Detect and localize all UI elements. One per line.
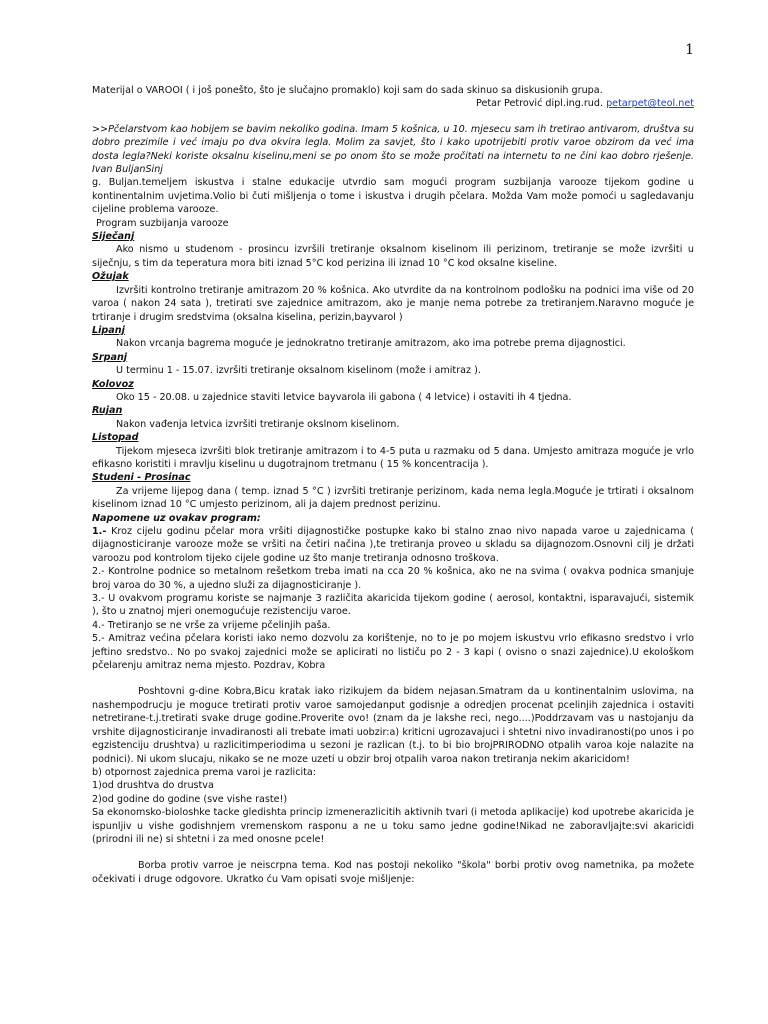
- note-number: 1.-: [92, 526, 107, 537]
- month-text: Ako nismo u studenom - prosincu izvršili tretiranje oksalnom kiselinom ili perizinom, tretiranje se može izvršiti u siječnju, s tim da teperatura mora biti iznad 5°C kod perizina ili iznad 10 °C kod oksalne kiseline.: [92, 244, 694, 269]
- notes-title: Napomene uz ovakav program:: [92, 512, 261, 524]
- author-line: [92, 97, 694, 110]
- note-text: U ovakvom programu koriste se najmanje 3 različita akaricida tijekom godine ( aerosol, kontaktni, isparavajući, sistemik ), što u znatnoj mjeri onemogućuje rezistenciju varoe.: [92, 593, 694, 618]
- month-lipanj: [92, 324, 694, 351]
- reply-conclusion: Sa ekonomsko-bioloshke tacke gledishta princip izmenerazlicitih aktivnih tvari (i metoda aplikacije) kod upotrebe akaricida je ispunljiv u vishe godishnjem vremenskom rasponu a ne u toku samo jedne godine!Nikad ne zaboravljajte:svi akaricidi (prirodni ili ne) si shtetni i za med onosne pcele!: [92, 807, 694, 845]
- intro-line: Materijal o VAROOI ( i još ponešto, što je slučajno promaklo) koji sam do sada skinuo sa diskusionih grupa.: [92, 85, 603, 96]
- month-kolovoz: [92, 378, 694, 405]
- note-text: Amitraz većina pčelara koristi iako nemo dozvolu za korištenje, no to je po mojem iskustvu vrlo efikasno sredstvo i vrlo jeftino sredstvo.. No po svakoj zajednici može se aplicirati no lističu po 2 - 3 kapi ( ovisno o snazi zajednice).U ekološkom pčelarenju amitraz nema mjesto. Pozdrav, Kobra: [92, 633, 694, 672]
- month-ožujak: [92, 270, 694, 324]
- note-item: [92, 592, 694, 619]
- closing-paragraph: Borba protiv varroe je neiscrpna tema. Kod nas postoji nekoliko "škola" borbi protiv ovog nametnika, pa možete očekivati i druge odgovore. Ukratko ću Vam opisati svoje mišljenje:: [92, 860, 694, 885]
- month-heading: Listopad: [92, 432, 139, 444]
- month-heading: Studeni - Prosinac: [92, 472, 191, 484]
- page-number: 1: [685, 42, 694, 58]
- program-title: Program suzbijanja varooze: [96, 217, 229, 229]
- month-heading: Ožujak: [92, 271, 129, 283]
- note-text: Kroz cijelu godinu pčelar mora vršiti dijagnostičke postupke kako bi stalno znao nivo napada varoe u zajednicama ( dijagnosticiranje varooze može se vršiti na četiri načina ),te tretiranja proveo u skladu sa dijagnozom.Osnovni cilj je držati varoozu pod kontrolom tijeko cijele godine uz što manje tretiranja odnosno troškova.: [92, 526, 694, 564]
- month-heading: Siječanj: [92, 231, 135, 243]
- month-text: Nakon vađenja letvica izvršiti tretiranje okslnom kiselinom.: [116, 418, 400, 430]
- note-number: 3.-: [92, 593, 105, 605]
- reply-paragraph: Poshtovni g-dine Kobra,Bicu kratak iako rizikujem da bidem nejasan.Smatram da u kontinentalnim uslovima, na nashempodrucju je moguce tretirati protiv varoe samojedanput godisnje a odredjen procenat pcelinjih zajednica i ostaviti netretirane-t.j.tretirati svake druge godine.Proverite ovo! (znam da je lakshe reci, nego....)Poddrzavam vas u nastojanju da vrshite dijagnosticiranje invadiranosti ali trebate imati uobzir:a) kriticni ugrozavajuci i shtetni nivo invadiranosti(po unos i po egzistenciju drushtva) u razlicitimperiodima u sezoni je razlican (t.j. to bi bio brojPRIRODNO otpalih varoa koje nalazite na podnici). Ni ukom slucaju, nikako se ne moze uzeti u obzir broj otpalih varoa nakon tretiranja nekim akaricidom!: [92, 686, 694, 765]
- month-text: U terminu 1 - 15.07. izvršiti tretiranje oksalnom kiselinom (može i amitraz ).: [116, 365, 481, 377]
- month-text: Oko 15 - 20.08. u zajednice staviti letvice bayvarola ili gabona ( 4 letvice) i ostaviti ih 4 tjedna.: [116, 391, 572, 403]
- note-number: 4.-: [92, 619, 105, 631]
- author-name: Petar Petrović dipl.ing.rud.: [476, 98, 604, 110]
- document-body: [92, 84, 694, 886]
- answer-intro: g. Buljan.temeljem iskustva i stalne edukacije utvrdio sam mogući program suzbijanja varooze tijekom godine u kontinentalnim uvjetima.Volio bi čuti mišljenja o tome i iskustva i drugih pčelara. Možda Vam može pomoći u sagledavanju cijeline problema varooze.: [92, 177, 694, 216]
- month-rujan: [92, 404, 694, 431]
- month-studeni-prosinac: [92, 471, 694, 511]
- note-item: [92, 619, 694, 632]
- note-item: [92, 632, 694, 672]
- note-text: Kontrolne podnice so metalnom rešetkom treba imati na cca 20 % košnica, ako ne na svima ( ovakva podnica smanjuje broj varoa do 30 %, a ujedno služi za dijagnosticiranje ).: [92, 566, 694, 591]
- month-text: Tijekom mjeseca izvršiti blok tretiranje amitrazom i to 4-5 puta u razmaku od 5 dana. Umjesto amitraza moguće je vrlo efikasno koristiti i mravlju kiselinu u dugotrajnom tretmanu ( 15 % koncentracija ).: [92, 445, 694, 470]
- month-heading: Lipanj: [92, 324, 125, 336]
- month-siječanj: [92, 230, 694, 270]
- reply-point-1: 1)od drushtva do drustva: [92, 780, 214, 792]
- note-number: 5.-: [92, 633, 105, 645]
- note-item: [92, 525, 694, 565]
- reply-point-2: 2)od godine do godine (sve vishe raste!): [92, 793, 288, 805]
- forum-question: >>Pčelarstvom kao hobijem se bavim nekoliko godina. Imam 5 košnica, u 10. mjesecu sam ih tretirao antivarom, društva su dobro prezimile i već imaju po dva okvira legla. Molim za savjet, što i kako upotrijebiti protiv varoe obzirom da već ima dosta legla?Neki koriste oksalnu kiselinu,meni se po onom što se može pročitati na internetu to ne čini kao dobro rješenje. Ivan BuljanSinj: [92, 123, 694, 176]
- month-text: Za vrijeme lijepog dana ( temp. iznad 5 °C ) izvršiti tretiranje perizinom, kada nema legla.Moguće je trtirati i oksalnom kiselinom iznad 10 °C umjesto perizinom, ali ja dajem prednost perizinu.: [92, 485, 694, 511]
- month-heading: Rujan: [92, 405, 123, 417]
- note-text: Tretiranjo se ne vrše za vrijeme pčelinjih paša.: [107, 619, 331, 631]
- note-number: 2.-: [92, 566, 105, 578]
- month-text: Izvršiti kontrolno tretiranje amitrazom 20 % košnica. Ako utvrdite da na kontrolnom podlošku na podnici ima više od 20 varoa ( nakon 24 sata ), tretirati sve zajednice amitrazom, ako je manje nema potrebe za tretiranjem.Naravno moguće je trtiranje i drugim sredstvima (oksalna kiselina, perizin,bayvarol ): [92, 284, 694, 323]
- note-item: [92, 565, 694, 592]
- month-srpanj: [92, 351, 694, 378]
- author-email-link[interactable]: petarpet@teol.net: [606, 98, 694, 110]
- month-text: Nakon vrcanja bagrema moguće je jednokratno tretiranje amitrazom, ako ima potrebe prema dijagnostici.: [116, 338, 626, 350]
- reply-point-b: b) otpornost zajednica prema varoi je razlicita:: [92, 766, 317, 778]
- month-heading: Kolovoz: [92, 378, 134, 390]
- month-listopad: [92, 431, 694, 471]
- month-heading: Srpanj: [92, 351, 128, 363]
